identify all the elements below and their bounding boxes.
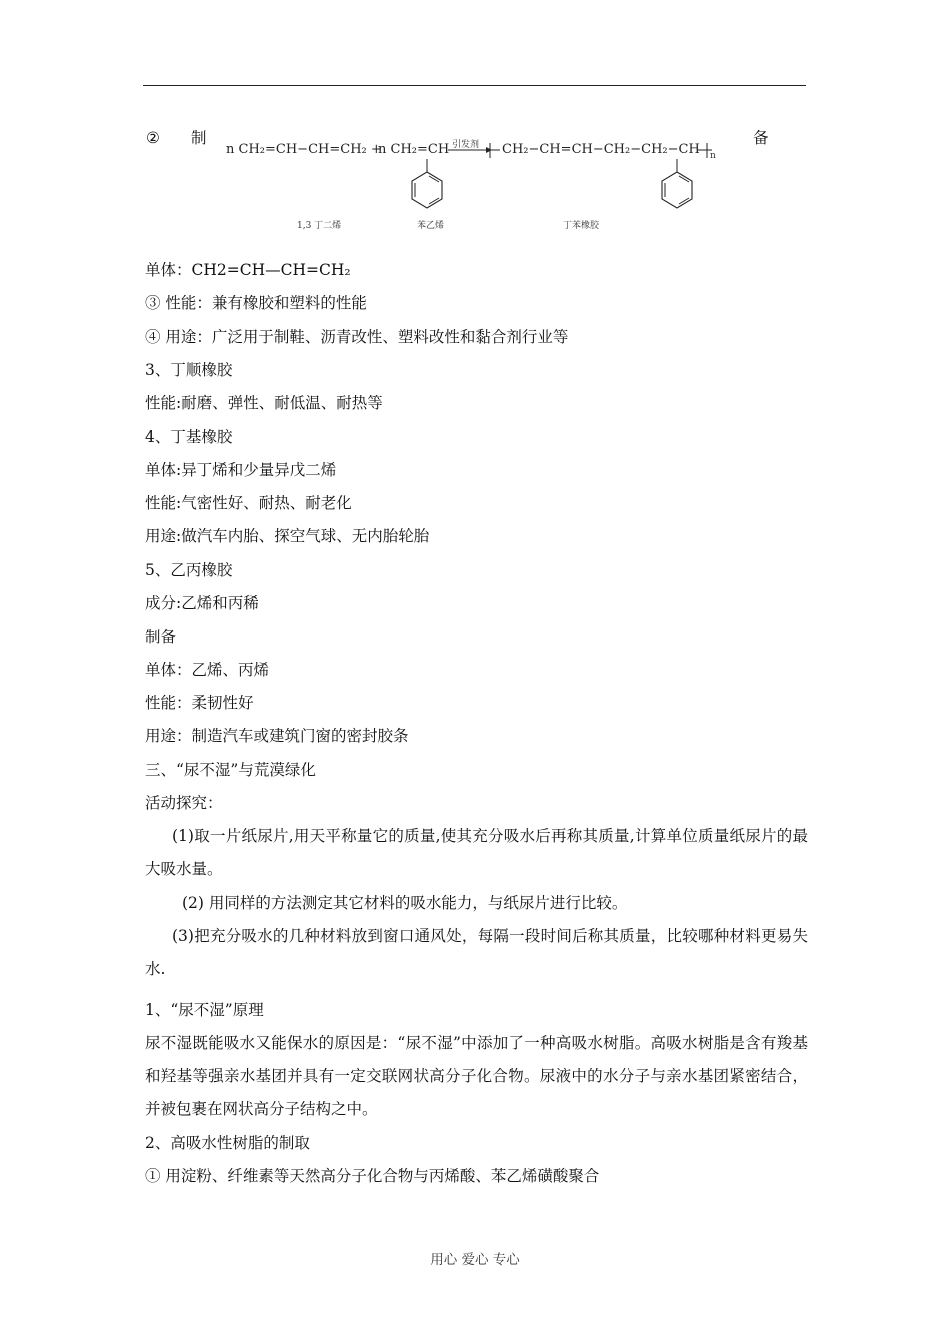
section-heading: 三、“尿不湿”与荒漠绿化 [145, 761, 316, 779]
reaction-suffix-word: 备 [753, 129, 769, 147]
label-butadiene: 1,3 丁二烯 [297, 221, 342, 231]
activity-step: (3)把充分吸水的几种材料放到窗口通风处，每隔一段时间后称其质量，比较哪种材料更易失水. [145, 927, 808, 978]
product-formula: CH₂−CH=CH−CH₂−CH₂−CH [502, 142, 700, 157]
text-line: 制备 [145, 628, 177, 646]
text-line: 性能：柔韧性好 [145, 694, 254, 712]
benzene-ring-icon [412, 172, 442, 208]
text-line: ④ 用途：广泛用于制鞋、沥青改性、塑料改性和黏合剂行业等 [145, 328, 569, 346]
text-line: ① 用淀粉、纤维素等天然高分子化合物与丙烯酸、苯乙烯磺酸聚合 [145, 1167, 600, 1185]
reactant-styrene: n CH₂=CH [378, 142, 450, 157]
paragraph: 尿不湿既能吸水又能保水的原因是：“尿不湿”中添加了一种高吸水树脂。高吸水树脂是含有羧基和羟基等强亲水基团并具有一定交联网状高分子化合物。尿液中的水分子与亲水基团紧密结合，并被包裹在网状高分子结构之中。 [145, 1034, 808, 1118]
text-line: 3、丁顺橡胶 [145, 361, 233, 379]
label-sbr: 丁苯橡胶 [563, 221, 600, 231]
text-line: 用途:做汽车内胎、探空气球、无内胎轮胎 [145, 527, 430, 545]
text-line: 单体:异丁烯和少量异戊二烯 [145, 461, 337, 479]
text-line: ③ 性能：兼有橡胶和塑料的性能 [145, 294, 367, 312]
text-line: 单体：CH2=CH—CH=CH₂ [145, 261, 351, 279]
activity-step: (1)取一片纸尿片,用天平称量它的质量,使其充分吸水后再称其质量,计算单位质量纸尿片的最大吸水量。 [145, 827, 808, 878]
text-line: 用途：制造汽车或建筑门窗的密封胶条 [145, 727, 409, 745]
text-line: 5、乙丙橡胶 [145, 561, 233, 579]
reaction-item-number: ② [146, 129, 160, 147]
text-line: 单体：乙烯、丙烯 [145, 661, 270, 679]
catalyst-label: 引发剂 [452, 140, 480, 150]
reaction-prefix-word: 制 [191, 129, 207, 147]
page-footer: 用心 爱心 专心 [430, 1252, 520, 1268]
label-styrene: 苯乙烯 [417, 221, 445, 231]
benzene-ring-icon [662, 172, 692, 208]
subsection-title: 2、高吸水性树脂的制取 [145, 1134, 310, 1152]
text-line: 性能:耐磨、弹性、耐低温、耐热等 [145, 394, 383, 412]
subsection-title: 1、“尿不湿”原理 [145, 1001, 264, 1019]
activity-step: (2) 用同样的方法测定其它材料的吸水能力，与纸尿片进行比较。 [182, 894, 628, 912]
subscript-n: n [710, 151, 716, 161]
reactant-butadiene: n CH₂=CH−CH=CH₂ + [226, 142, 382, 157]
text-line: 成分:乙烯和丙稀 [145, 594, 259, 612]
text-line: 活动探究： [145, 794, 223, 812]
text-line: 4、丁基橡胶 [145, 428, 233, 446]
text-line: 性能:气密性好、耐热、耐老化 [145, 494, 352, 512]
reaction-graphics [0, 0, 950, 260]
